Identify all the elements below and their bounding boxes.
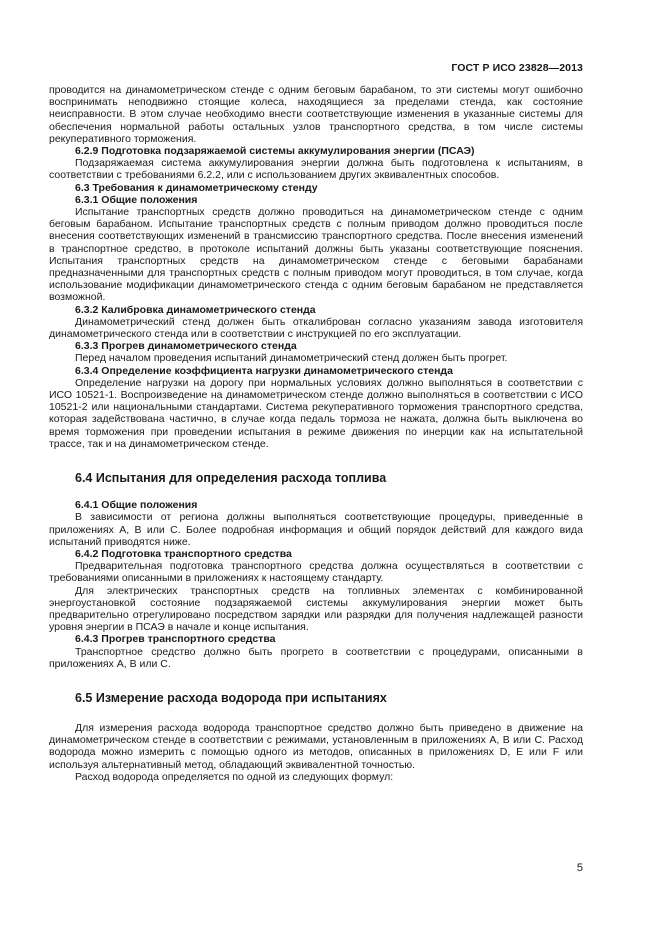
document-body [49,84,583,783]
document-header: ГОСТ Р ИСО 23828—2013 [451,62,583,74]
subsection-heading-6-2-9: 6.2.9 Подготовка подзаряжаемой системы аккумулирования энергии (ПСАЭ) [75,145,475,158]
subsection-heading-6-3-3: 6.3.3 Прогрев динамометрического стенда [75,340,297,353]
paragraph-6-3-4: Определение нагрузки на дорогу при нормальных условиях должно выполняться в соответствии с ИСО 10521-1. Воспроизведение на динамометрическом стенде должно выполняться в соответствии с ИСО 10521-2 или национальными стандартами. Система рекуперативного торможения транспортного средства, которая задействована частично, в случае когда педаль тормоза не нажата, должна быть выключена во время торможения при проведении испытания в режиме движения по инерции как на испытательной трассе, так и на динамометрическом стенде. [49,376,583,450]
paragraph-6-3-1: Испытание транспортных средств должно проводиться на динамометрическом стенде с одним беговым барабаном. Испытание транспортных средств с полным приводом должно проводиться после внесения соответствующих изменений в трансмиссию транспортного средства. После внесения изменений в транспортное средство, в протоколе испытаний должны быть указаны соответствующие пояснения. Испытания транспортных средств на динамометрическом стенде с беговыми барабанами предназначенными для транспортных средств с полным приводом могут проводиться, в том случае, когда использование модификации динамометрического стенда с одним беговым барабаном не представляется возможной. [49,206,583,304]
subsection-heading-6-4-2: 6.4.2 Подготовка транспортного средства [75,547,292,560]
subsection-heading-6-3-1: 6.3.1 Общие положения [75,193,198,206]
paragraph-6-2-9: Подзаряжаемая система аккумулирования энергии должна быть подготовлена к испытаниям, в соответствии с требованиями 6.2.2, или с использованием других эквивалентных способов. [49,157,583,182]
paragraph-6-5a: Для измерения расхода водорода транспортное средство должно быть приведено в движение на динамометрическом стенде в соответствии с режимами, установленным в приложениях А, В или С. Расход водорода можно измерить с помощью одного из методов, описанных в приложениях D, E или F или используя альтернативный метод, обладающий эквивалентной точностью. [49,721,583,771]
subsection-heading-6-3: 6.3 Требования к динамометрическому стенду [75,181,318,194]
paragraph-6-4-1: В зависимости от региона должны выполняться соответствующие процедуры, приведенные в приложениях А, В или С. Более подробная информация и общий порядок действий для каждого вида испытаний приводятся ниже. [49,511,583,548]
paragraph-intro: проводится на динамометрическом стенде с одним беговым барабаном, то эти системы могут ошибочно воспринимать неподвижно стоящие колеса, находящиеся за пределами стенда, как состояние неисправности. В этом случае необходимо внести соответствующие изменения в указанные системы для обеспечения нормальной работы остальных узлов транспортного средства, в том числе системы рекуперативного торможения. [49,84,583,145]
paragraph-6-3-2: Динамометрический стенд должен быть откалиброван согласно указаниям завода изготовителя динамометрического стенда или в соответствии с инструкцией по его эксплуатации. [49,315,583,341]
paragraph-6-4-2a: Предварительная подготовка транспортного средства должна осуществляться в соответствии с требованиями описанными в приложениях к настоящему стандарту. [49,560,583,585]
subsection-heading-6-3-2: 6.3.2 Калибровка динамометрического стенда [75,303,316,316]
paragraph-6-4-2b: Для электрических транспортных средств на топливных элементах с комбинированной энергоустановкой состояние подзаряжаемой системы аккумулирования энергии может быть предварительно отрегулировано посредством зарядки или разрядки для получения надлежащей разности уровня энергии в ПСАЭ в начале и конце испытания. [49,584,583,634]
subsection-heading-6-4-3: 6.4.3 Прогрев транспортного средства [75,633,276,646]
paragraph-6-4-3: Транспортное средство должно быть прогрето в соответствии с процедурами, описанными в приложениях А, В или С. [49,645,583,670]
section-heading-6-4: 6.4 Испытания для определения расхода топлива [75,471,387,486]
page-number: 5 [576,862,583,874]
subsection-heading-6-3-4: 6.3.4 Определение коэффициента нагрузки динамометрического стенда [75,364,453,377]
paragraph-6-5b: Расход водорода определяется по одной из следующих формул: [75,770,394,783]
section-heading-6-5: 6.5 Измерение расхода водорода при испытаниях [75,690,387,705]
subsection-heading-6-4-1: 6.4.1 Общие положения [75,499,198,512]
paragraph-6-3-3: Перед началом проведения испытаний динамометрический стенд должен быть прогрет. [75,352,508,365]
